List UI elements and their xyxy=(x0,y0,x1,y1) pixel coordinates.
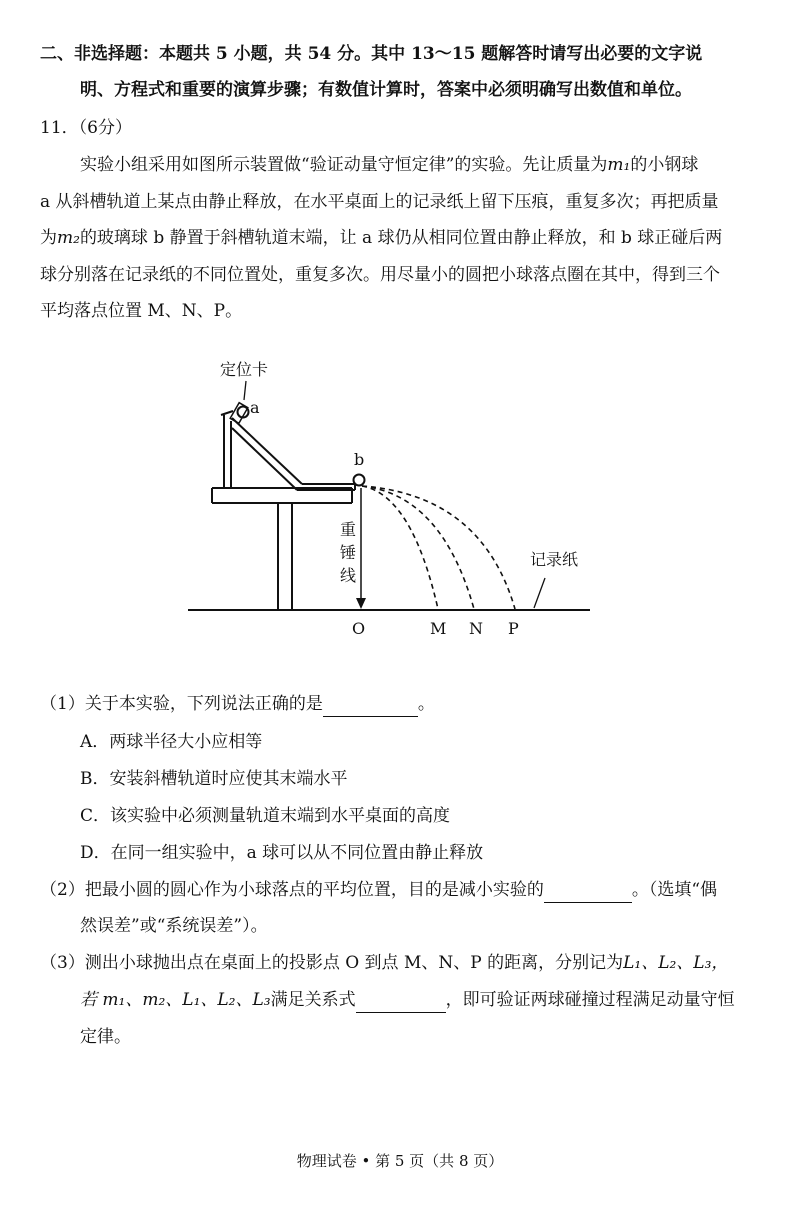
label-plumb-2: 锤 xyxy=(340,543,357,562)
label-point-n: N xyxy=(469,619,483,638)
label-plumb-1: 重 xyxy=(340,520,357,539)
page-footer: 物理试卷 • 第 5 页（共 8 页） xyxy=(296,1152,504,1170)
part1-stem: （1）关于本实验，下列说法正确的是 。 xyxy=(40,692,435,717)
part1-option-b: B．安装斜槽轨道时应使其末端水平 xyxy=(80,769,348,789)
part2-cont: 然误差”或“系统误差”）。 xyxy=(80,916,268,936)
trajectory-m xyxy=(362,486,438,609)
part3-stem: （3）测出小球抛出点在桌面上的投影点 O 到点 M、N、P 的距离，分别记为L₁、L₂、L₃， xyxy=(40,953,729,973)
ramp-rail-upper xyxy=(232,418,302,484)
question-number: 11．（6分） xyxy=(40,118,132,138)
ramp-rail-lower xyxy=(232,428,297,490)
part1-option-a: A．两球半径大小应相等 xyxy=(80,732,263,752)
card-pointer xyxy=(244,381,246,400)
label-card: 定位卡 xyxy=(220,360,269,379)
label-b: b xyxy=(354,450,365,469)
locating-card xyxy=(230,403,248,424)
ramp-top-cap xyxy=(221,411,233,415)
intro-line-2: a 从斜槽轨道上某点由静止释放，在水平桌面上的记录纸上留下压痕，重复多次；再把质量 xyxy=(40,192,719,212)
part3-line2: 若 m₁、m₂、L₁、L₂、L₃满足关系式 ，即可验证两球碰撞过程满足动量守恒 xyxy=(80,988,735,1013)
ball-b xyxy=(354,475,365,486)
part2-stem: （2）把最小圆的圆心作为小球落点的平均位置，目的是减小实验的 。（选填“偶 xyxy=(40,878,717,903)
trajectory-p xyxy=(362,486,515,609)
label-point-m: M xyxy=(430,619,447,638)
label-plumb-3: 线 xyxy=(340,566,357,585)
trajectory-n xyxy=(362,486,474,609)
answer-blank-3[interactable] xyxy=(356,988,446,1013)
part3-line3: 定律。 xyxy=(80,1027,131,1047)
intro-line-4: 球分别落在记录纸的不同位置处，重复多次。用尽量小的圆把小球落点圈在其中，得到三个 xyxy=(40,265,720,285)
label-point-o: O xyxy=(352,619,366,638)
answer-blank-2[interactable] xyxy=(544,878,632,903)
intro-line-5: 平均落点位置 M、N、P。 xyxy=(40,301,243,321)
label-a: a xyxy=(250,398,260,417)
part1-option-d: D．在同一组实验中，a 球可以从不同位置由静止释放 xyxy=(80,843,484,863)
intro-line-3: 为m₂的玻璃球 b 静置于斜槽轨道末端，让 a 球仍从相同位置由静止释放，和 b 球正碰后两 xyxy=(40,228,723,248)
intro-line-1: 实验小组采用如图所示装置做“验证动量守恒定律”的实验。先让质量为m₁的小钢球 xyxy=(80,155,699,175)
part1-option-c: C．该实验中必须测量轨道末端到水平桌面的高度 xyxy=(80,806,451,826)
plumb-arrow xyxy=(356,598,366,609)
paper-pointer xyxy=(534,578,545,608)
label-paper: 记录纸 xyxy=(530,550,579,569)
section-heading: 二、非选择题：本题共 5 小题，共 54 分。其中 13～15 题解答时请写出必要的文字说 xyxy=(40,44,703,64)
answer-blank-1[interactable] xyxy=(323,692,418,717)
label-point-p: P xyxy=(508,619,519,638)
section-heading-cont: 明、方程式和重要的演算步骤；有数值计算时，答案中必须明确写出数值和单位。 xyxy=(80,80,692,100)
